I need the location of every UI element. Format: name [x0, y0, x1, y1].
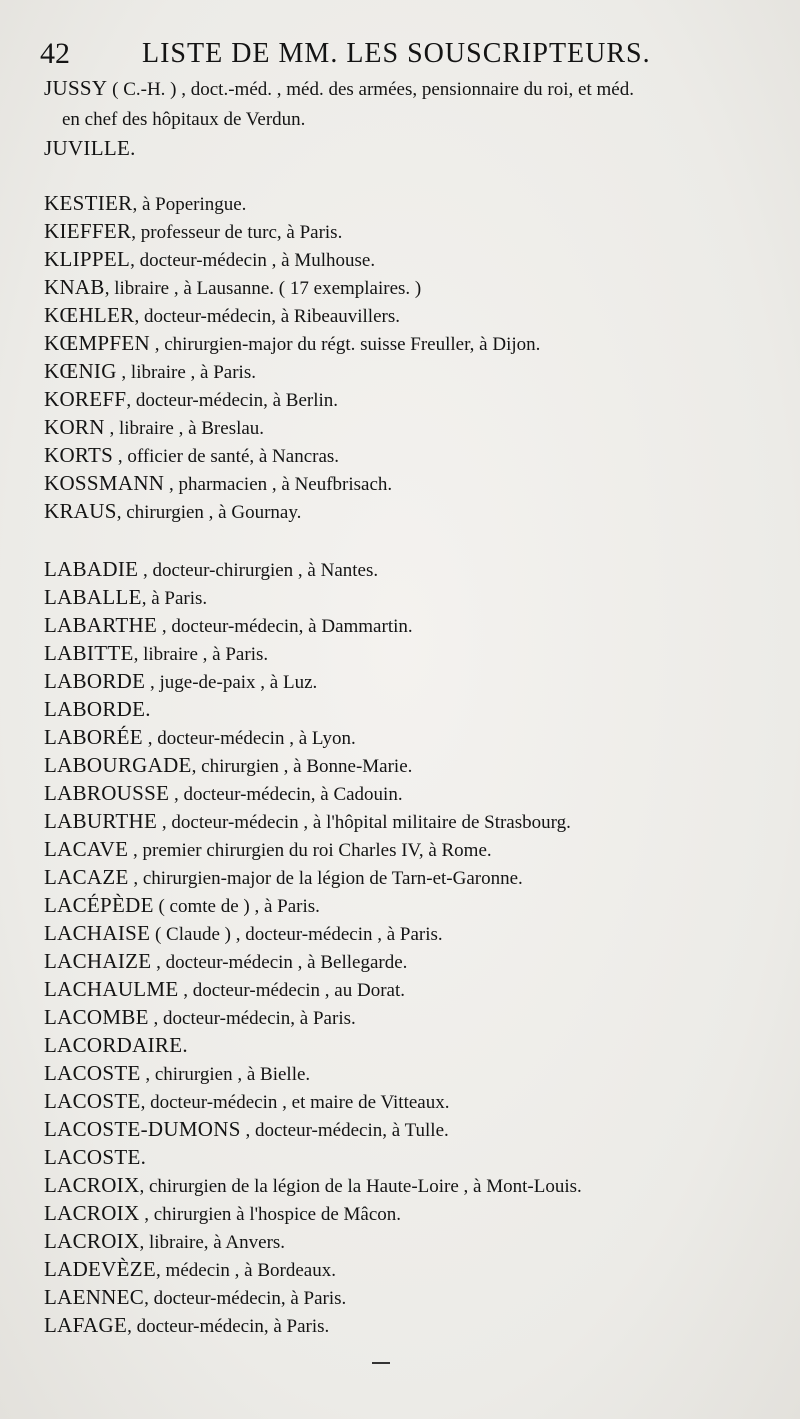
- subscriber-entry: [44, 977, 774, 1001]
- subscriber-name: LACHAULME: [44, 977, 179, 1001]
- subscriber-name: LABADIE: [44, 557, 139, 581]
- subscriber-name: LABORDE.: [44, 697, 151, 721]
- subscriber-name: LACORDAIRE.: [44, 1033, 188, 1057]
- subscriber-name: KŒHLER: [44, 303, 135, 327]
- subscriber-name: LACROIX: [44, 1173, 140, 1197]
- subscriber-entry: [44, 331, 774, 355]
- subscriber-entry: [44, 669, 774, 693]
- subscriber-name: KIEFFER: [44, 219, 132, 243]
- page-number: 42: [40, 37, 70, 70]
- subscriber-details: , chirurgien de la légion de la Haute-Loire , à Mont-Louis.: [139, 1176, 582, 1197]
- subscriber-entry: [44, 191, 774, 215]
- subscriber-entry: [44, 1145, 774, 1169]
- subscriber-entry: [44, 557, 774, 581]
- subscriber-entry: [44, 697, 774, 721]
- subscriber-name: LACOSTE-DUMONS: [44, 1117, 241, 1141]
- subscriber-name: LACOMBE: [44, 1005, 149, 1029]
- subscriber-name: KLIPPEL: [44, 247, 131, 271]
- subscriber-name: LABORDE: [44, 669, 146, 693]
- subscriber-entry: [44, 387, 774, 411]
- subscriber-details: , à Poperingue.: [132, 194, 247, 215]
- subscriber-entry: [44, 76, 774, 132]
- subscriber-name: LABALLE: [44, 585, 142, 609]
- subscriber-name: LABITTE: [44, 641, 134, 665]
- subscriber-details: , chirurgien à l'hospice de Mâcon.: [139, 1204, 402, 1225]
- subscriber-details: ( Claude ) , docteur-médecin , à Paris.: [150, 924, 443, 945]
- subscriber-name: KOREFF: [44, 387, 127, 411]
- subscriber-details: , officier de santé, à Nancras.: [113, 446, 340, 467]
- subscriber-details: , docteur-médecin, à Paris.: [127, 1316, 330, 1337]
- subscriber-details: , juge-de-paix , à Luz.: [145, 672, 318, 693]
- subscriber-entry: [44, 725, 774, 749]
- subscriber-name: JUSSY: [44, 76, 108, 100]
- subscriber-entry: [44, 1313, 774, 1337]
- subscriber-name: LACOSTE: [44, 1061, 141, 1085]
- subscriber-details: , docteur-médecin, à Ribeauvillers.: [134, 306, 400, 327]
- subscriber-entry: [44, 865, 774, 889]
- subscriber-entry: [44, 893, 774, 917]
- subscriber-name: LABURTHE: [44, 809, 158, 833]
- subscriber-details: , docteur-médecin, à Paris.: [144, 1288, 347, 1309]
- subscriber-entry: [44, 809, 774, 833]
- subscriber-entry: [44, 921, 774, 945]
- subscriber-details: , docteur-médecin , à Lyon.: [142, 728, 356, 749]
- subscriber-details: , docteur-chirurgien , à Nantes.: [138, 560, 379, 581]
- subscriber-details: , docteur-médecin, à Cadouin.: [169, 784, 403, 805]
- subscriber-name: LACÉPÈDE: [44, 893, 154, 917]
- subscriber-name: LACAVE: [44, 837, 129, 861]
- subscriber-details: , docteur-médecin , et maire de Vitteaux.: [140, 1092, 450, 1113]
- subscriber-details: ( C.-H. ) , doct.-méd. , méd. des armées, pensionnaire du roi, et méd.: [107, 79, 634, 100]
- subscriber-entry: [44, 1033, 774, 1057]
- subscriber-list: [44, 76, 774, 1337]
- subscriber-name: KORTS: [44, 443, 114, 467]
- subscriber-entry: [44, 443, 774, 467]
- subscriber-details: , chirurgien-major du régt. suisse Freuller, à Dijon.: [149, 334, 541, 355]
- subscriber-details: , pharmacien , à Neufbrisach.: [164, 474, 393, 495]
- subscriber-entry: [44, 641, 774, 665]
- subscriber-name: LABORÉE: [44, 725, 143, 749]
- subscriber-entry: [44, 471, 774, 495]
- subscriber-entry: [44, 219, 774, 243]
- subscriber-details: , chirurgien , à Gournay.: [116, 502, 302, 523]
- subscriber-entry: [44, 499, 774, 523]
- subscriber-entry: [44, 1089, 774, 1113]
- subscriber-entry: [44, 1173, 774, 1197]
- footer-dash: [372, 1362, 390, 1364]
- subscriber-name: LAENNEC: [44, 1285, 145, 1309]
- subscriber-entry: [44, 1257, 774, 1281]
- subscriber-name: LADEVÈZE: [44, 1257, 157, 1281]
- subscriber-entry: [44, 359, 774, 383]
- subscriber-entry: [44, 1201, 774, 1225]
- subscriber-name: KESTIER: [44, 191, 133, 215]
- subscriber-name: LACHAISE: [44, 921, 151, 945]
- subscriber-details: , libraire , à Paris.: [116, 362, 256, 383]
- subscriber-name: LAFAGE: [44, 1313, 128, 1337]
- subscriber-entry: [44, 585, 774, 609]
- subscriber-details: , professeur de turc, à Paris.: [131, 222, 343, 243]
- subscriber-details: , libraire , à Breslau.: [104, 418, 265, 439]
- subscriber-details: , docteur-médecin , à l'hôpital militaire de Strasbourg.: [157, 812, 571, 833]
- subscriber-entry: [44, 1229, 774, 1253]
- subscriber-entry: [44, 136, 774, 160]
- subscriber-name: LACHAIZE: [44, 949, 152, 973]
- subscriber-entry: [44, 1005, 774, 1029]
- subscriber-details: , docteur-médecin , à Mulhouse.: [130, 250, 376, 271]
- subscriber-details: ( comte de ) , à Paris.: [153, 896, 320, 917]
- subscriber-details: , médecin , à Bordeaux.: [156, 1260, 336, 1281]
- subscriber-name: LACOSTE.: [44, 1145, 147, 1169]
- subscriber-details: , chirurgien , à Bonne-Marie.: [191, 756, 413, 777]
- subscriber-name: KOSSMANN: [44, 471, 165, 495]
- subscriber-entry: [44, 613, 774, 637]
- subscriber-details: , docteur-médecin, à Berlin.: [126, 390, 339, 411]
- subscriber-details: , libraire , à Paris.: [133, 644, 269, 665]
- subscriber-name: LACOSTE: [44, 1089, 141, 1113]
- subscriber-name: LABROUSSE: [44, 781, 170, 805]
- subscriber-name: KRAUS: [44, 499, 117, 523]
- subscriber-details: , à Paris.: [141, 588, 208, 609]
- subscriber-entry: [44, 275, 774, 299]
- subscriber-name: LABOURGADE: [44, 753, 192, 777]
- subscriber-entry: [44, 837, 774, 861]
- subscriber-details: , libraire , à Lausanne. ( 17 exemplaires. ): [104, 278, 422, 299]
- subscriber-name: LACROIX: [44, 1201, 140, 1225]
- subscriber-name: KORN: [44, 415, 105, 439]
- subscriber-name: LACROIX: [44, 1229, 140, 1253]
- subscriber-entry: [44, 1285, 774, 1309]
- subscriber-details: , docteur-médecin, à Tulle.: [240, 1120, 449, 1141]
- subscriber-details: , docteur-médecin , au Dorat.: [178, 980, 406, 1001]
- subscriber-details: , docteur-médecin , à Bellegarde.: [151, 952, 408, 973]
- subscriber-name: KŒMPFEN: [44, 331, 150, 355]
- page-header: [40, 34, 760, 74]
- subscriber-name: KNAB: [44, 275, 105, 299]
- subscriber-details-continued: en chef des hôpitaux de Verdun.: [62, 109, 306, 130]
- subscriber-details: , libraire, à Anvers.: [139, 1232, 286, 1253]
- subscriber-name: LACAZE: [44, 865, 129, 889]
- subscriber-name: KŒNIG: [44, 359, 117, 383]
- subscriber-entry: [44, 753, 774, 777]
- subscriber-details: , premier chirurgien du roi Charles IV, à Rome.: [128, 840, 492, 861]
- subscriber-details: , chirurgien , à Bielle.: [140, 1064, 311, 1085]
- running-title: LISTE DE MM. LES SOUSCRIPTEURS.: [142, 38, 651, 69]
- subscriber-entry: [44, 781, 774, 805]
- subscriber-entry: [44, 303, 774, 327]
- subscriber-entry: [44, 1061, 774, 1085]
- subscriber-details: , docteur-médecin, à Paris.: [148, 1008, 356, 1029]
- subscriber-details: , docteur-médecin, à Dammartin.: [157, 616, 413, 637]
- subscriber-entry: [44, 247, 774, 271]
- subscriber-entry: [44, 949, 774, 973]
- subscriber-entry: [44, 415, 774, 439]
- subscriber-name: JUVILLE.: [44, 136, 136, 160]
- subscriber-details: , chirurgien-major de la légion de Tarn-et-Garonne.: [128, 868, 523, 889]
- subscriber-name: LABARTHE: [44, 613, 158, 637]
- subscriber-entry: [44, 1117, 774, 1141]
